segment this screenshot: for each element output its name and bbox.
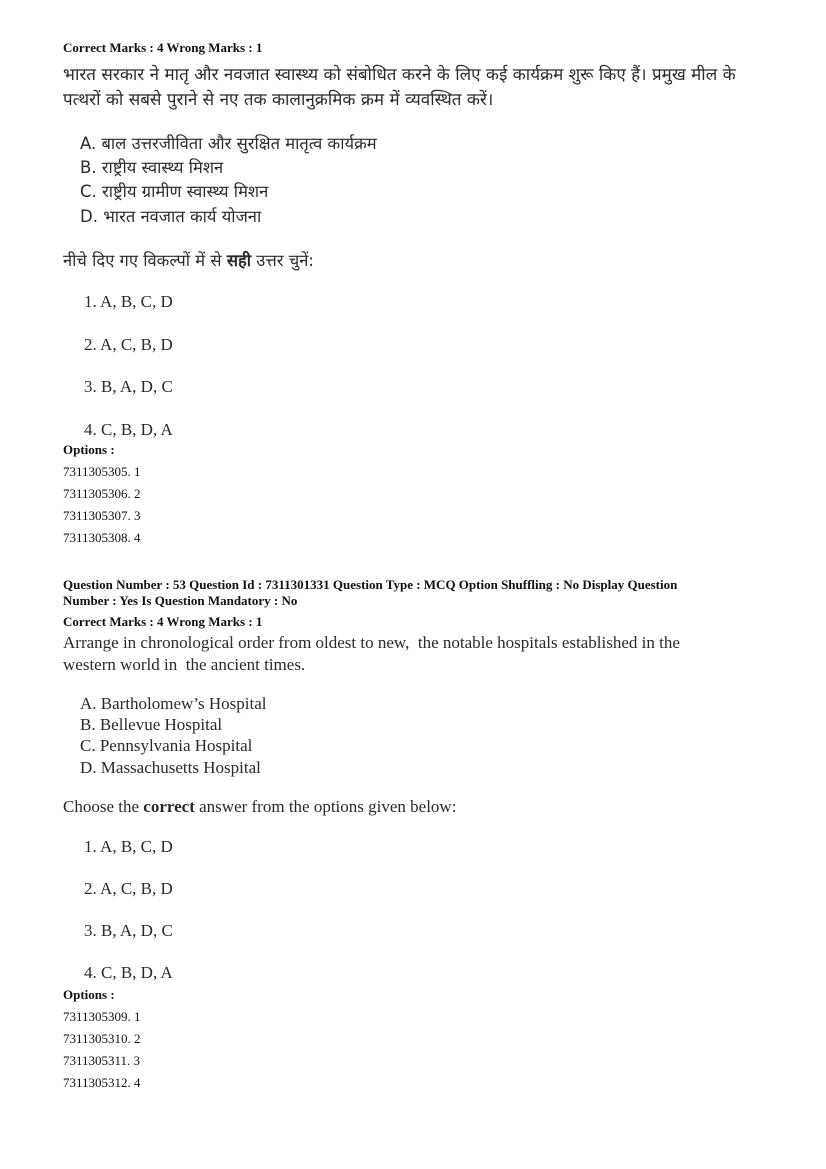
q52-item-d: D. भारत नवजात कार्य योजना: [80, 207, 262, 226]
q52-answer-2: 2. A, C, B, D: [84, 335, 173, 354]
q53-options-label: Options :: [63, 987, 115, 1002]
q52-item-a: A. बाल उत्तरजीविता और सुरक्षित मातृत्व कार्यक्रम: [80, 134, 377, 153]
q52-answer-4: 4. C, B, D, A: [84, 420, 173, 439]
q52-option-4: 7311305308. 4: [63, 530, 141, 545]
q53-item-d: D. Massachusetts Hospital: [80, 758, 261, 777]
q53-option-3: 7311305311. 3: [63, 1053, 141, 1068]
q53-instruction-prefix: Choose the: [63, 797, 144, 816]
q53-header: [63, 577, 763, 609]
q52-instruction: [63, 249, 314, 273]
q52-option-3: 7311305307. 3: [63, 508, 141, 523]
q52-stem: भारत सरकार ने मातृ और नवजात स्वास्थ्य को संबोधित करने के लिए कई कार्यक्रम शुरू किए हैं। प्रमुख मील के पत्थरों को सबसे पुराने से नए तक कालानुक्रमिक क्रम में व्यवस्थित करें।: [63, 65, 736, 110]
q53-option-4: 7311305312. 4: [63, 1075, 141, 1090]
q53-stem-line-2: western world in the ancient times.: [63, 655, 306, 674]
q53-instruction: [63, 796, 456, 817]
q53-instruction-emphasis: correct: [143, 797, 195, 816]
q53-header-line-1: Question Number : 53 Question Id : 7311301331 Question Type : MCQ Option Shuffling : No Display Question: [63, 577, 678, 592]
q52-option-1: 7311305305. 1: [63, 464, 141, 479]
q52-answer-3: 3. B, A, D, C: [84, 377, 173, 396]
q52-answer-1: 1. A, B, C, D: [84, 292, 173, 311]
q53-header-line-2: Number : Yes Is Question Mandatory : No: [63, 593, 298, 608]
q53-instruction-suffix: answer from the options given below:: [194, 797, 457, 816]
q52-instruction-emphasis: सही: [226, 251, 252, 270]
q53-answer-4: 4. C, B, D, A: [84, 963, 173, 982]
q52-instruction-suffix: उत्तर चुनें:: [251, 251, 314, 270]
q52-marks: Correct Marks : 4 Wrong Marks : 1: [63, 40, 263, 55]
q53-item-c: C. Pennsylvania Hospital: [80, 736, 253, 755]
q52-option-2: 7311305306. 2: [63, 486, 141, 501]
q53-option-1: 7311305309. 1: [63, 1009, 141, 1024]
q53-stem-line-1: Arrange in chronological order from oldest to new, the notable hospitals established in the: [63, 633, 680, 652]
q53-option-2: 7311305310. 2: [63, 1031, 141, 1046]
q53-marks: Correct Marks : 4 Wrong Marks : 1: [63, 614, 263, 629]
q52-instruction-prefix: नीचे दिए गए विकल्पों में से: [63, 251, 227, 270]
q53-answer-1: 1. A, B, C, D: [84, 837, 173, 856]
q53-answer-3: 3. B, A, D, C: [84, 921, 173, 940]
q53-answer-2: 2. A, C, B, D: [84, 879, 173, 898]
q53-item-b: B. Bellevue Hospital: [80, 715, 223, 734]
q53-stem: [63, 632, 763, 676]
q52-item-c: C. राष्ट्रीय ग्रामीण स्वास्थ्य मिशन: [80, 182, 269, 201]
q52-options-label: Options :: [63, 442, 115, 457]
q53-item-a: A. Bartholomew’s Hospital: [80, 694, 267, 713]
q52-item-b: B. राष्ट्रीय स्वास्थ्य मिशन: [80, 158, 224, 177]
